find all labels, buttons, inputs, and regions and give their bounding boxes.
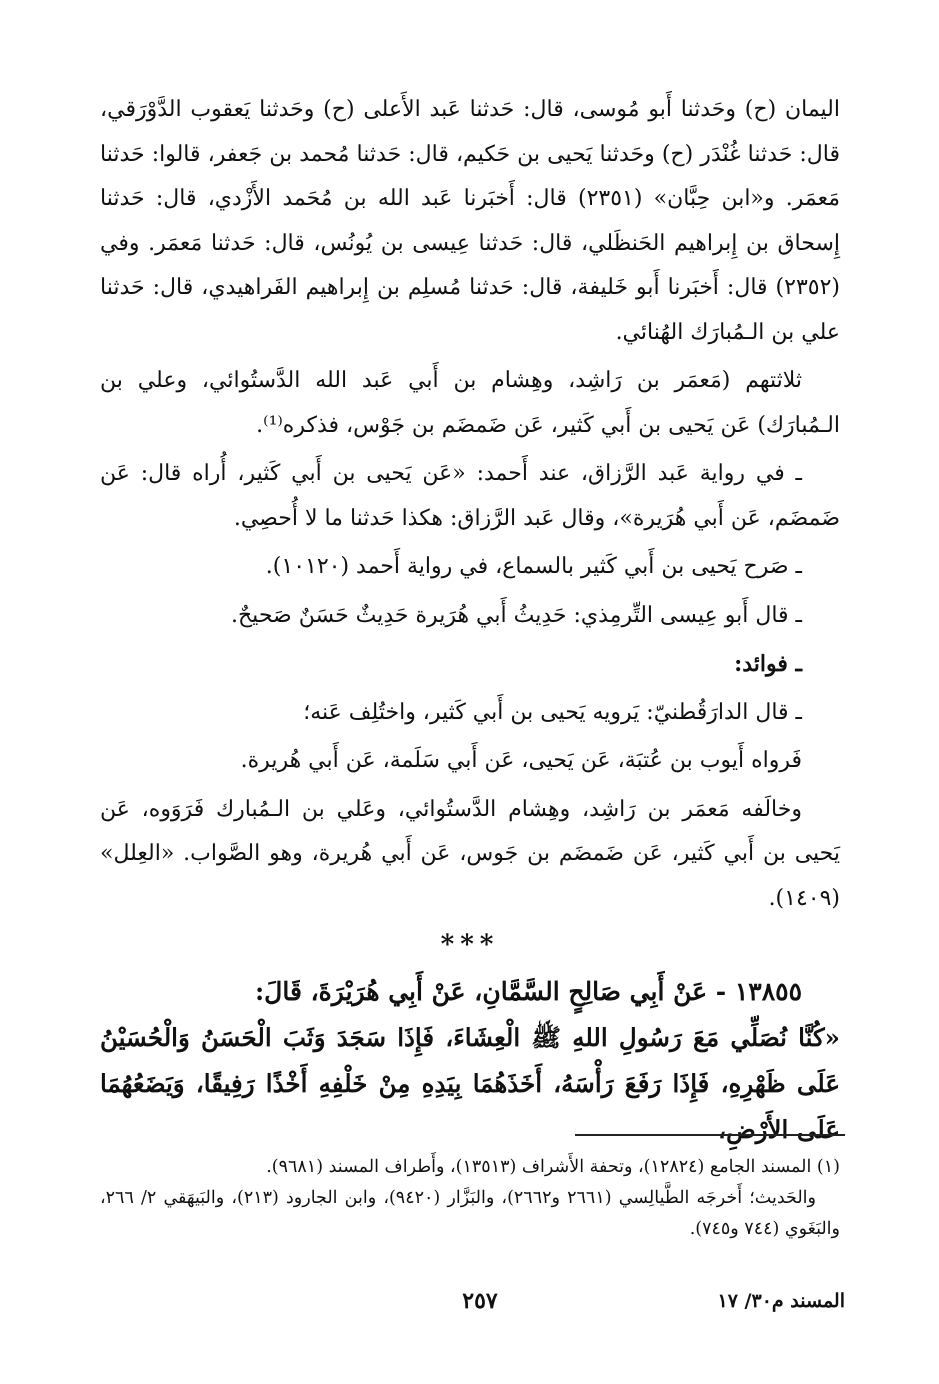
signature-mark: المسند م٣٠/ ١٧ [717,1290,845,1312]
page-number: ٢٥٧ [462,1288,498,1314]
note-sama: ـ صَرح يَحيى بن أَبي كَثير بالسماع، في رواية أَحمد (١٠١٢٠). [265,554,802,579]
footnote-divider [575,1134,845,1136]
hadith-text: «كُنَّا نُصَلِّي مَعَ رَسُولِ اللهِ ﷺ الْعِشَاءَ، فَإِذَا سَجَدَ وَثَبَ الْحَسَنُ وَالْحُسَيْنُ عَلَى ظَهْرِهِ، فَإِذَا رَفَعَ رَأْسَهُ، أَخَذَهُمَا بِيَدِهِ مِنْ خَلْفِهِ أَخْذًا رَفِيقًا، وَيَضَعُهُمَا عَلَى الأَرْضِ، [100,1023,841,1144]
section-separator: *** [440,930,500,960]
main-text [100,88,840,1153]
footnotes [100,1152,840,1245]
note-khalafahu: وخالَفه مَعمَر بن رَاشِد، وهِشام الدَّستُوائي، وعَلي بن الـمُبارك فَرَوَوه، عَن يَحيى بن أَبي كَثير، عَن ضَمضَم بن جَوس، عَن أَبي هُريرة، وهو الصَّواب. «العِلل» (١٤٠٩). [100,796,840,911]
footnote-1: (١) المسند الجامع (١٢٨٢٤)، وتحفة الأَشراف (١٣٥١٣)، وأَطراف المسند (٩٦٨١). [266,1157,840,1177]
note-ayyub: فَرواه أَيوب بن عُتبَة، عَن يَحيى، عَن أَبي سَلَمة، عَن أَبي هُريرة. [240,748,802,773]
note-tirmidhi: ـ قال أَبو عِيسى التِّرمِذي: حَدِيثُ أَبي هُرَيرة حَدِيثٌ حَسَنٌ صَحيحٌ. [230,602,802,628]
note-abdulrazzaq: ـ في رواية عَبد الرَّزاق، عند أَحمد: «عَن يَحيى بن أَبي كَثير، أُراه قال: عَن ضَمضَم، عَن أَبي هُرَيرة»، وقال عَبد الرَّزاق: هكذا حَدثنا ما لا أُحصِي. [100,461,840,531]
isnad-paragraph: اليمان (ح) وحَدثنا أَبو مُوسى، قال: حَدثنا عَبد الأَعلى (ح) وحَدثنا يَعقوب الدَّوْرَقي، قال: حَدثنا غُنْدَر (ح) وحَدثنا يَحيى بن حَكيم، قال: حَدثنا مُحمد بن جَعفر، قالوا: حَدثنا مَعمَر. و«ابن حِبَّان» (٢٣٥١) قال: أَخبَرنا عَبد الله بن مُحَمد الأَزْدي، قال: حَدثنا إِسحاق بن إِبراهيم الحَنظَلي، قال: حَدثنا عِيسى بن يُونُس، قال: حَدثنا مَعمَر. وفي (٢٣٥٢) قال: أَخبَرنا أَبو خَليفة، قال: حَدثنا مُسلِم بن إِبراهيم الفَراهيدي، قال: حَدثنا علي بن الـمُبارَك الهُنائي. [100,97,840,345]
fawaid-heading: ـ فوائد: [734,651,802,677]
hadith-heading: ١٣٨٥٥ - عَنْ أَبِي صَالِحٍ السَّمَّانِ، عَنْ أَبِي هُرَيْرَةَ، قَالَ: [254,977,802,1006]
summary-paragraph: ثلاثتهم (مَعمَر بن رَاشِد، وهِشام بن أَبي عَبد الله الدَّستُوائي، وعلي بن الـمُبارَك) عَن يَحيى بن أَبي كَثير، عَن ضَمضَم بن جَوْس، فذكره⁽¹⁾. [100,368,840,438]
footnote-2: والحَديث؛ أَخرجَه الطَّيالِسي (٢٦٦١ و٢٦٦٢)، والبَزَّار (٩٤٢٠)، وابن الجارود (٢١٣)، والبَيهَقي ٢/ ٢٦٦، والبَغَوي (٧٤٤ و٧٤٥). [100,1188,840,1239]
note-daraqutni: ـ قال الدارَقُطنيّ: يَرويه يَحيى بن أَبي كَثير، واختُلِف عَنه؛ [303,699,802,725]
